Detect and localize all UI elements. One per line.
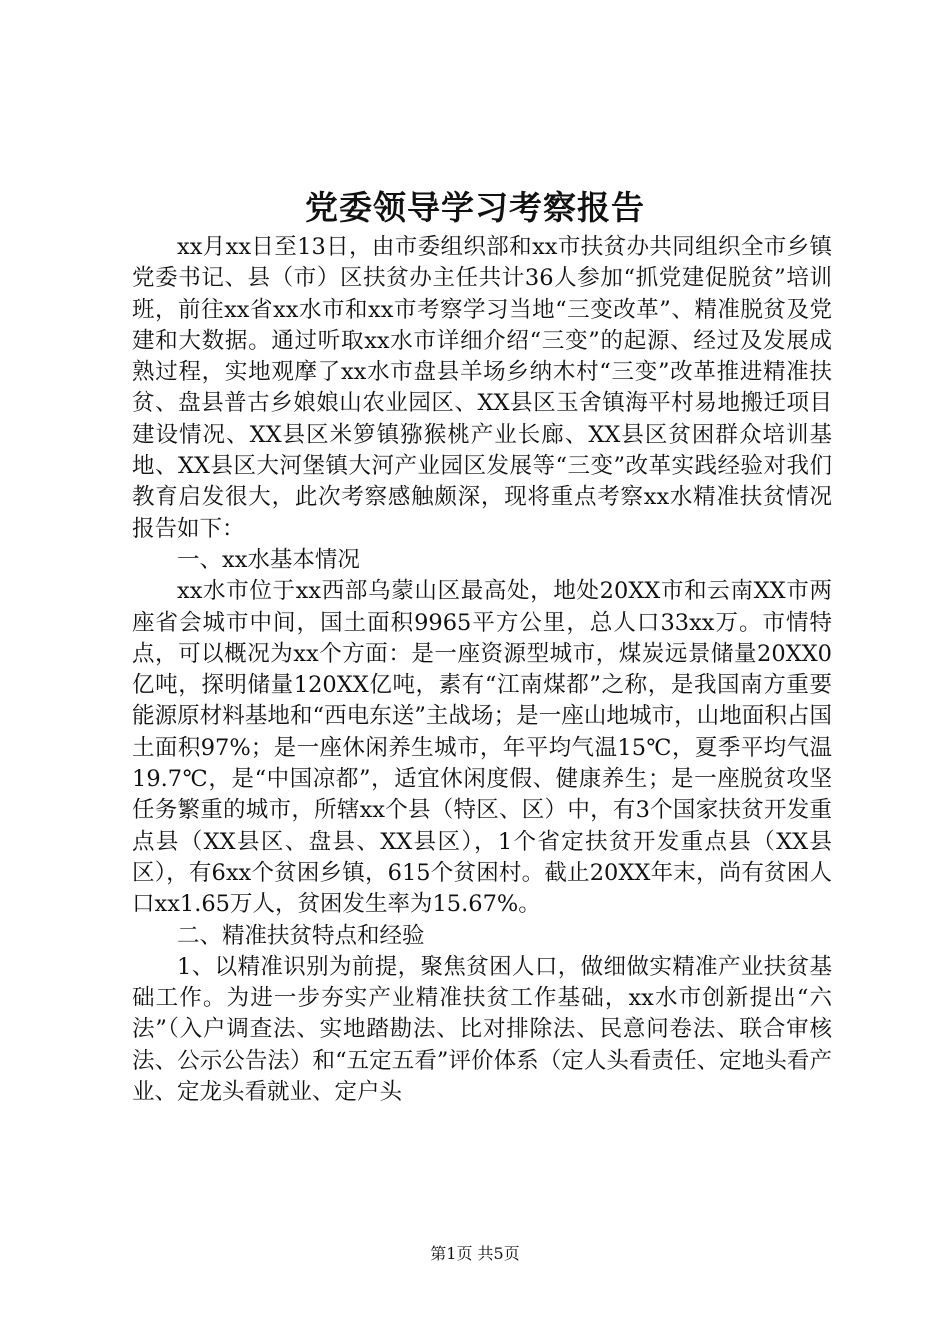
paragraph-basic-info: xx水市位于xx西部乌蒙山区最高处，地处20XX市和云南XX市两座省会城市中间，国土面积9965平方公里，总人口33xx万。市情特点，可以概况为xx个方面：是一座资源型城市，煤炭远景储量20XX0亿吨，探明储量120XX亿吨，素有“江南煤都”之称，是我国南方重要能源原材料基地和“西电东送”主战场；是一座山地城市，山地面积占国土面积97%；是一座休闲养生城市，年平均气温15℃，夏季平均气温19.7℃，是“中国凉都”，适宜休闲度假、健康养生；是一座脱贫攻坚任务繁重的城市，所辖xx个县（特区、区）中，有3个国家扶贫开发重点县（XX县区、盘县、XX县区），1个省定扶贫开发重点县（XX县区），有6xx个贫困乡镇，615个贫困村。截止20XX年末，尚有贫困人口xx1.65万人，贫困发生率为15.67%。 xyxy=(132,578,832,918)
page-footer: 第1页 共5页 xyxy=(430,1244,520,1263)
section-heading-2: 二、精准扶贫特点和经验 xyxy=(177,922,425,949)
paragraph-intro: xx月xx日至13日，由市委组织部和xx市扶贫办共同组织全市乡镇党委书记、县（市）区扶贫办主任共计36人参加“抓党建促脱贫”培训班，前往xx省xx水市和xx市考察学习当地“三变改革”、精准脱贫及党建和大数据。通过听取xx水市详细介绍“三变”的起源、经过及发展成熟过程，实地观摩了xx水市盘县羊场乡纳木村“三变”改革推进精准扶贫、盘县普古乡娘娘山农业园区、XX县区玉舍镇海平村易地搬迁项目建设情况、XX县区米箩镇猕猴桃产业长廊、XX县区贫困群众培训基地、XX县区大河堡镇大河产业园区发展等“三变”改革实践经验对我们教育启发很大，此次考察感触颇深，现将重点考察xx水精准扶贫情况报告如下： xyxy=(132,234,832,542)
section-heading-1: 一、xx水基本情况 xyxy=(177,546,360,573)
paragraph-point-1: 1、以精准识别为前提，聚焦贫困人口，做细做实精准产业扶贫基础工作。为进一步夯实产业精准扶贫工作基础，xx水市创新提出“六法”（入户调查法、实地踏勘法、比对排除法、民意问卷法、联合审核法、公示公告法）和“五定五看”评价体系（定人头看责任、定地头看产业、定龙头看就业、定户头 xyxy=(132,953,832,1106)
document-title: 党委领导学习考察报告 xyxy=(305,188,645,227)
document-body xyxy=(132,232,832,1108)
